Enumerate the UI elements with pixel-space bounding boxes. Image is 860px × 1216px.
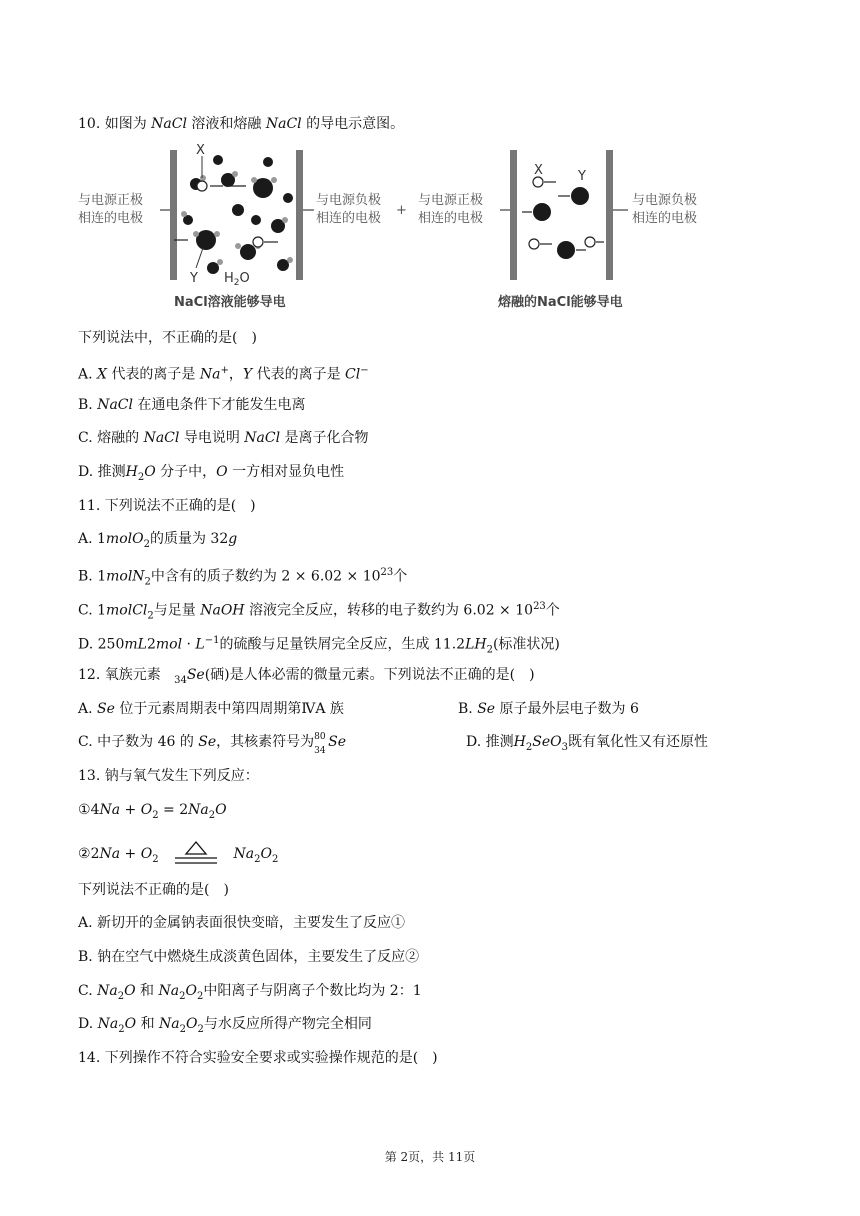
- q10-stem: 10. 如图为 NaCl 溶液和熔融 NaCl 的导电示意图。: [78, 116, 405, 132]
- right-panel-cathode-label-1: 与电源负极: [632, 193, 698, 208]
- q13-reaction-1: ①4Na + $O_2 = 2Na_2O$: [78, 802, 227, 821]
- left-panel-cathode-label-1: 与电源负极: [316, 193, 382, 208]
- q11-option-d: D. $250mL2mol \cdot L^{-1}$的硫酸与足量铁屑完全反应，生成 $11.2LH_2$(标准状况): [78, 635, 560, 656]
- q12-options-cd: [78, 732, 778, 756]
- q11-option-c: C. 1molCl$_2$与足量 NaOH 溶液完全反应，转移的电子数约为 $6.02 \times 10^{23}$个: [78, 601, 560, 622]
- q13-question: 下列说法不正确的是( ): [78, 882, 229, 898]
- q10-option-d: D. 推测$H_2O$ 分子中，O 一方相对显负电性: [78, 464, 345, 483]
- conduction-figure: [78, 140, 718, 320]
- left-panel-anode-label-2: 相连的电极: [78, 211, 144, 226]
- left-h2o-label: $H_2O$: [224, 271, 250, 288]
- q10-question: 下列说法中，不正确的是( ): [78, 330, 257, 346]
- right-x-label: X: [534, 163, 543, 178]
- q11-stem: 11. 下列说法不正确的是( ): [78, 498, 256, 514]
- left-anode-plate: [170, 150, 177, 280]
- q13-stem: 13. 钠与氧气发生下列反应：: [78, 768, 259, 784]
- q10-option-c: C. 熔融的 NaCl 导电说明 NaCl 是离子化合物: [78, 430, 369, 446]
- left-panel-cathode-label-2: 相连的电极: [316, 211, 382, 226]
- page-footer: 第 2页，共 11页: [384, 1150, 476, 1164]
- q12-option-b: B. Se 原子最外层电子数为 6: [458, 701, 639, 717]
- molten-particles: [529, 177, 595, 259]
- right-panel-anode-label-1: 与电源正极: [418, 193, 484, 208]
- q12-options-ab: [78, 699, 778, 719]
- q12-option-a: A. Se 位于元素周期表中第四周期第ⅣA 族: [78, 701, 344, 717]
- right-panel-anode-label-2: 相连的电极: [418, 211, 484, 226]
- q12-option-c: C. 中子数为 46 的 Se，其核素符号为 80 34 Se: [78, 732, 347, 756]
- left-panel-anode-label-1: 与电源正极: [78, 193, 144, 208]
- q11-option-b: B. 1molN$_2$中含有的质子数约为 $2 \times 6.02 \times 10^{23}$个: [78, 567, 408, 588]
- q12-option-d: D. 推测$H_2SeO_3$既有氧化性又有还原性: [466, 734, 708, 753]
- heat-condition-icon: [171, 840, 221, 868]
- q10-option-a: A. X 代表的离子是 Na+，Y 代表的离子是 Cl−: [78, 365, 369, 383]
- solution-particles: [183, 155, 293, 274]
- right-caption: 熔融的NaCl能够导电: [498, 295, 623, 310]
- q13-option-d: D. $Na_2O$ 和 $Na_2O_2$与水反应所得产物完全相同: [78, 1016, 372, 1035]
- right-cathode-plate: [606, 150, 613, 280]
- q13-option-a: A. 新切开的金属钠表面很快变暗，主要发生了反应①: [78, 915, 406, 931]
- left-y-label: Y: [190, 271, 198, 286]
- right-panel-cathode-label-2: 相连的电极: [632, 211, 698, 226]
- q13-option-c: C. $Na_2O$ 和 $Na_2O_2$中阳离子与阴离子个数比均为 2：1: [78, 983, 422, 1002]
- right-y-label: Y: [578, 169, 586, 184]
- left-caption: NaCl溶液能够导电: [174, 295, 286, 310]
- q11-option-a: A. 1molO$_2$的质量为 32g: [78, 531, 238, 550]
- left-cathode-plate: [296, 150, 303, 280]
- q12-stem: 12. 氧族元素 $_{34}$Se(硒)是人体必需的微量元素。下列说法不正确的是( ): [78, 667, 535, 686]
- q10-option-b: B. NaCl 在通电条件下才能发生电离: [78, 397, 306, 413]
- right-anode-plate: [510, 150, 517, 280]
- q14-stem: 14. 下列操作不符合实验安全要求或实验操作规范的是( ): [78, 1050, 438, 1066]
- q13-option-b: B. 钠在空气中燃烧生成淡黄色固体，主要发生了反应②: [78, 949, 420, 965]
- q13-reaction-2: ②2Na + $O_2$ $Na_2O_2$: [78, 840, 278, 870]
- plus-sign: +: [396, 203, 407, 218]
- left-x-label: X: [196, 143, 205, 158]
